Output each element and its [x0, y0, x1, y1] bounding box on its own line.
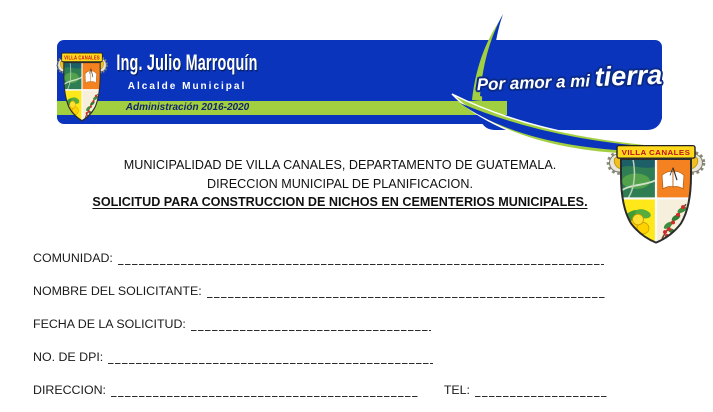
- motto-prefix: Por amor a mi: [476, 71, 596, 95]
- direccion-label: DIRECCION:: [33, 383, 106, 397]
- motto-emphasis: tierra: [594, 59, 663, 93]
- heading-line-1: MUNICIPALIDAD DE VILLA CANALES, DEPARTAMENTO DE GUATEMALA.: [123, 158, 557, 172]
- dpi-label: NO. DE DPI:: [33, 350, 104, 364]
- comunidad-field-line: [118, 252, 604, 265]
- fecha-solicitud-label: FECHA DE LA SOLICITUD:: [33, 317, 186, 331]
- nombre-solicitante-field-line: [207, 285, 606, 298]
- header-banner-art: VILLA CANALES: [0, 0, 713, 412]
- administration-period: Administración 2016-2020: [125, 102, 250, 113]
- field-row-fecha: [33, 317, 431, 331]
- nombre-solicitante-label: NOMBRE DEL SOLICITANTE:: [33, 284, 202, 298]
- direccion-field-line: [111, 384, 419, 397]
- mayor-title: Alcalde Municipal: [127, 81, 247, 92]
- field-row-nombre: [33, 284, 606, 298]
- heading-line-3: SOLICITUD PARA CONSTRUCCION DE NICHOS EN CEMENTERIOS MUNICIPALES.: [92, 195, 588, 209]
- mayor-name: Ing. Julio Marroquín: [116, 52, 258, 76]
- field-row-direccion-tel: [33, 383, 607, 397]
- tel-field-line: [475, 384, 607, 397]
- field-row-comunidad: [33, 251, 604, 265]
- heading-line-2: DIRECCION MUNICIPAL DE PLANIFICACION.: [207, 176, 473, 191]
- document-heading: [28, 156, 652, 212]
- tel-label: TEL:: [443, 383, 470, 397]
- comunidad-label: COMUNIDAD:: [33, 251, 113, 265]
- motto: [471, 58, 667, 104]
- dpi-field-line: [108, 351, 433, 364]
- field-row-dpi: [33, 350, 433, 364]
- fecha-solicitud-field-line: [191, 318, 431, 331]
